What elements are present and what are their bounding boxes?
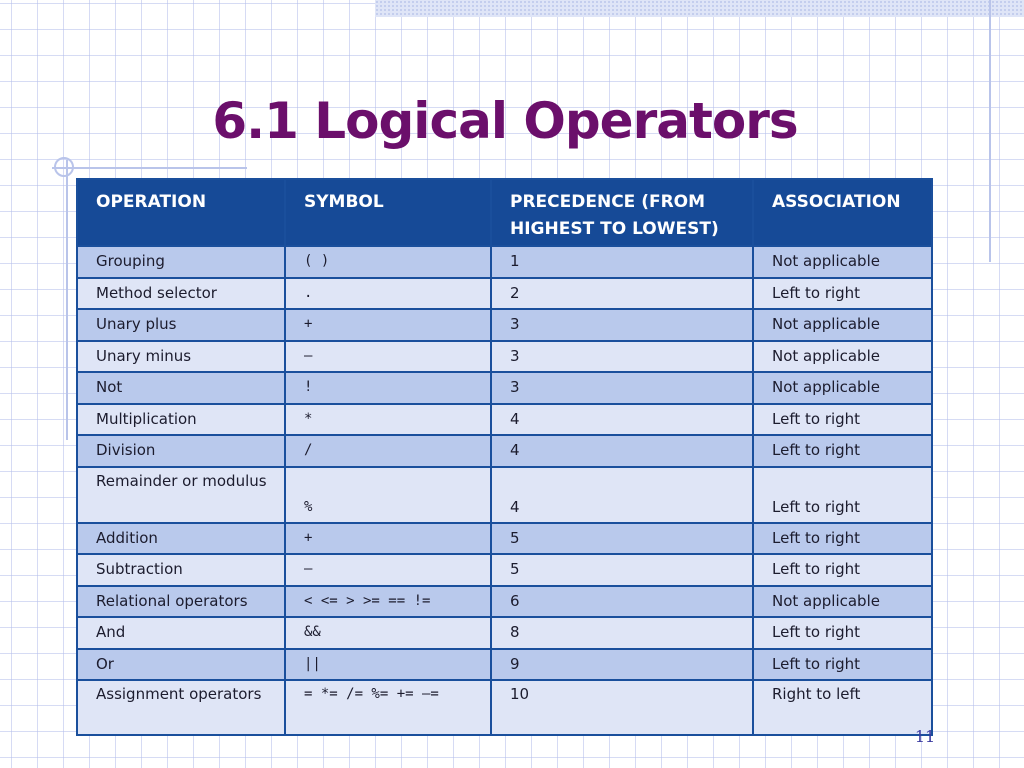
table-row: [77, 278, 932, 310]
cell-precedence: 6: [491, 586, 753, 618]
title-decorative-rule: [52, 167, 247, 169]
cell-operation: Remainder or modulus: [77, 467, 285, 523]
cell-precedence: 4: [491, 404, 753, 436]
cell-precedence: 2: [491, 278, 753, 310]
cell-association: Left to right: [753, 278, 932, 310]
table-row: [77, 435, 932, 467]
cell-precedence: 3: [491, 372, 753, 404]
table-row: [77, 341, 932, 373]
cell-precedence: 4: [491, 467, 753, 523]
cell-operation: Relational operators: [77, 586, 285, 618]
header-symbol: SYMBOL: [285, 179, 491, 246]
header-precedence: PRECEDENCE (FROM HIGHEST TO LOWEST): [491, 179, 753, 246]
cell-association: Left to right: [753, 404, 932, 436]
cell-operation: Method selector: [77, 278, 285, 310]
cell-association: Not applicable: [753, 309, 932, 341]
cell-operation: Assignment operators: [77, 680, 285, 735]
cell-operation: Multiplication: [77, 404, 285, 436]
cell-operation: Grouping: [77, 246, 285, 278]
cell-precedence: 1: [491, 246, 753, 278]
top-decorative-band: [375, 0, 1024, 17]
left-decorative-rule: [66, 160, 68, 440]
cell-association: Left to right: [753, 435, 932, 467]
cell-association: Left to right: [753, 649, 932, 681]
cell-symbol: < <= > >= == !=: [285, 586, 491, 618]
cell-operation: And: [77, 617, 285, 649]
cell-symbol: !: [285, 372, 491, 404]
cell-association: Not applicable: [753, 246, 932, 278]
cell-association: Left to right: [753, 617, 932, 649]
cell-precedence: 10: [491, 680, 753, 735]
cell-symbol: = *= /= %= += –=: [285, 680, 491, 735]
cell-operation: Subtraction: [77, 554, 285, 586]
cell-symbol: %: [285, 467, 491, 523]
cell-symbol: ( ): [285, 246, 491, 278]
cell-association: Left to right: [753, 467, 932, 523]
cell-symbol: ||: [285, 649, 491, 681]
cell-precedence: 5: [491, 523, 753, 555]
cell-association: Not applicable: [753, 372, 932, 404]
page-number: 11: [914, 727, 936, 746]
cell-precedence: 4: [491, 435, 753, 467]
table-row: [77, 309, 932, 341]
table-row: [77, 404, 932, 436]
header-association: ASSOCIATION: [753, 179, 932, 246]
table-row: [77, 649, 932, 681]
cell-association: Left to right: [753, 523, 932, 555]
cell-association: Not applicable: [753, 341, 932, 373]
cell-operation: Or: [77, 649, 285, 681]
slide-title: 6.1 Logical Operators: [212, 92, 798, 150]
cell-precedence: 8: [491, 617, 753, 649]
cell-operation: Unary plus: [77, 309, 285, 341]
cell-precedence: 5: [491, 554, 753, 586]
operators-table: [76, 178, 933, 736]
cell-symbol: &&: [285, 617, 491, 649]
title-ornament-circle: [54, 157, 74, 177]
cell-precedence: 3: [491, 309, 753, 341]
table-header-row: [77, 179, 932, 246]
table-row: [77, 680, 932, 735]
cell-symbol: .: [285, 278, 491, 310]
cell-precedence: 3: [491, 341, 753, 373]
table-row: [77, 586, 932, 618]
cell-symbol: +: [285, 523, 491, 555]
table-row: [77, 467, 932, 523]
cell-symbol: –: [285, 341, 491, 373]
cell-symbol: *: [285, 404, 491, 436]
cell-operation: Addition: [77, 523, 285, 555]
cell-operation: Not: [77, 372, 285, 404]
cell-association: Left to right: [753, 554, 932, 586]
cell-symbol: /: [285, 435, 491, 467]
table-row: [77, 246, 932, 278]
cell-precedence: 9: [491, 649, 753, 681]
cell-symbol: +: [285, 309, 491, 341]
table-row: [77, 554, 932, 586]
cell-association: Not applicable: [753, 586, 932, 618]
table-row: [77, 372, 932, 404]
table-row: [77, 523, 932, 555]
cell-association: Right to left: [753, 680, 932, 735]
cell-operation: Division: [77, 435, 285, 467]
cell-symbol: –: [285, 554, 491, 586]
table-row: [77, 617, 932, 649]
cell-operation: Unary minus: [77, 341, 285, 373]
header-operation: OPERATION: [77, 179, 285, 246]
